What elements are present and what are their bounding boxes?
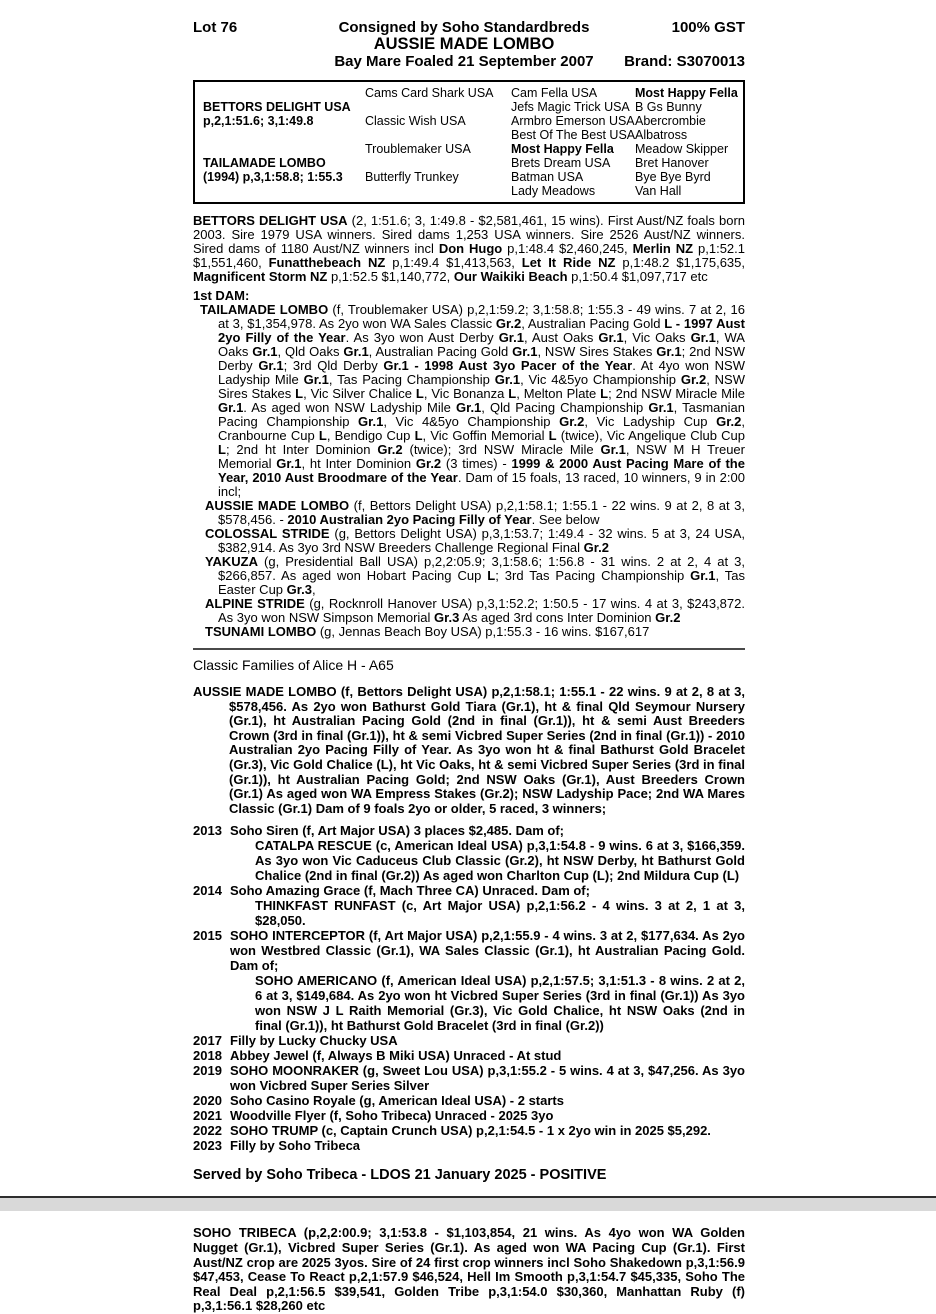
pedigree-gen2-cell: Butterfly Trunkey (365, 170, 459, 184)
foal-year: 2014 (193, 883, 222, 899)
foal-entry: SOHO INTERCEPTOR (f, Art Major USA) p,2,1:55.9 - 4 wins. 3 at 2, $177,634. As 2yo won Westbred Classic (Gr.1), WA Sales Classic (Gr.1), ht Australian Pacing Gold. Dam of; (230, 928, 745, 974)
progeny-entry: TSUNAMI LOMBO (g, Jennas Beach Boy USA) p,1:55.3 - 16 wins. $167,617 (205, 624, 650, 639)
foal-year: 2017 (193, 1033, 222, 1049)
lot-number: Lot 76 (193, 19, 238, 36)
brand-line: Brand: S3070013 (624, 53, 745, 70)
pedigree-gen2-cell: Cams Card Shark USA (365, 86, 494, 100)
progeny-entry: COLOSSAL STRIDE (g, Bettors Delight USA) p,3,1:53.7; 1:49.4 - 32 wins. 5 at 3, 24 USA, $382,914. As 3yo 3rd NSW Breeders Challenge Regional Final Gr.2 (205, 526, 745, 555)
foaled-line: Bay Mare Foaled 21 September 2007 (334, 53, 594, 70)
horse-name: AUSSIE MADE LOMBO (373, 35, 555, 53)
foal-year: 2023 (193, 1138, 222, 1154)
foal-entry: SOHO TRUMP (c, Captain Crunch USA) p,2,1:54.5 - 1 x 2yo win in 2025 $5,292. (230, 1123, 711, 1139)
foal-year-row (193, 1108, 745, 1123)
dam-name: TAILAMADE LOMBO (203, 156, 326, 170)
pedigree-gen3-cell: Batman USA (511, 170, 584, 184)
foal-year: 2020 (193, 1093, 222, 1109)
page-header (193, 19, 745, 70)
foal-year: 2021 (193, 1108, 222, 1124)
foal-year-row (193, 1093, 745, 1108)
pedigree-gen4-cell: Most Happy Fella (635, 86, 738, 100)
foal-year-row (193, 883, 745, 898)
pedigree-gen4-cell: B Gs Bunny (635, 100, 702, 114)
foal-entry: Woodville Flyer (f, Soho Tribeca) Unraced - 2025 3yo (230, 1108, 554, 1124)
grandprogeny-entry: SOHO AMERICANO (f, American Ideal USA) p,2,1:57.5; 3,1:51.3 - 8 wins. 2 at 2, 6 at 3, $149,684. As 2yo won ht Vicbred Super Series (3rd in final (Gr.1)) As 3yo won NSW J L Raith Memorial (Gr.3), Vic Gold Chalice, ht NSW Oaks (2nd in final (Gr.1)), ht Bathurst Gold Bracelet (3rd in final (Gr.2)) (255, 973, 745, 1034)
sire-summary-paragraph: BETTORS DELIGHT USA (2, 1:51.6; 3, 1:49.8 - $2,581,461, 15 wins). First Aust/NZ foals born 2003. Sire 1979 USA winners. Sired dams 1,253 USA winners. Sire 2526 Aust/NZ winners. Sired dams of 1180 Aust/NZ winners incl Don Hugo p,1:48.4 $2,460,245, Merlin NZ p,1:52.1 $1,551,460, Funatthebeach NZ p,1:49.4 $1,413,563, Let It Ride NZ p,1:48.2 $1,175,635, Magnificent Storm NZ p,1:52.5 $1,140,772, Our Waikiki Beach p,1:50.4 $1,097,717 etc (193, 213, 746, 284)
foal-year-row (193, 928, 745, 973)
pedigree-gen3-cell: Jefs Magic Trick USA (511, 100, 630, 114)
foal-year-row (193, 823, 745, 838)
pedigree-dam (203, 156, 365, 184)
foal-year-row (193, 1048, 745, 1063)
foal-entry: SOHO MOONRAKER (g, Sweet Lou USA) p,3,1:55.2 - 5 wins. 4 at 3, $47,256. As 3yo won Vicbred Super Series Silver (230, 1063, 745, 1094)
pedigree-gen3-cell: Lady Meadows (511, 184, 596, 198)
header-right-spacer (617, 36, 745, 53)
pedigree-gen4-cell: Meadow Skipper (635, 142, 729, 156)
pedigree-gen2-cell: Troublemaker USA (365, 142, 471, 156)
pedigree-gen4-cell: Abercrombie (635, 114, 706, 128)
foal-year: 2013 (193, 823, 222, 839)
foal-year-row (193, 1138, 745, 1153)
grandprogeny-entry: CATALPA RESCUE (c, American Ideal USA) p,3,1:54.8 - 9 wins. 6 at 3, $166,359. As 3yo won Vic Caduceus Club Classic (Gr.2), ht NSW Derby, ht Bathurst Gold Chalice (2nd in final (Gr.2)) As aged won Charlton Cup (L); 2nd Mildura Cup (L) (255, 838, 745, 884)
grandprogeny-entry: THINKFAST RUNFAST (c, Art Major USA) p,2,1:56.2 - 4 wins. 3 at 2, 1 at 3, $28,050. (255, 898, 745, 929)
pedigree-gen4-cell: Bye Bye Byrd (635, 170, 711, 184)
pedigree-gen3-cell: Armbro Emerson USA (511, 114, 635, 128)
gst-line: 100% GST (671, 19, 745, 36)
sire-name: BETTORS DELIGHT USA (203, 100, 351, 114)
first-dam-label: 1st DAM: (193, 288, 250, 303)
first-dam-paragraph: TAILAMADE LOMBO (f, Troublemaker USA) p,2,1:59.2; 3,1:58.8; 1:55.3 - 49 wins. 7 at 2, 16 at 3, $1,354,978. As 2yo won WA Sales Classic Gr.2, Australian Pacing Gold L - 1997 Aust 2yo Filly of the Year. As 3yo won Aust Derby Gr.1, Aust Oaks Gr.1, Vic Oaks Gr.1, WA Oaks Gr.1, Qld Oaks Gr.1, Australian Pacing Gold Gr.1, NSW Sires Stakes Gr.1; 2nd NSW Derby Gr.1; 3rd Qld Derby Gr.1 - 1998 Aust 3yo Pacer of the Year. At 4yo won NSW Ladyship Mile Gr.1, Tas Pacing Championship Gr.1, Vic 4&5yo Championship Gr.2, NSW Sires Stakes L, Vic Silver Chalice L, Vic Bonanza L, Melton Plate L; 2nd NSW Miracle Mile Gr.1. As aged won NSW Ladyship Mile Gr.1, Qld Pacing Championship Gr.1, Tasmanian Pacing Championship Gr.1, Vic 4&5yo Championship Gr.2, Vic Ladyship Cup Gr.2, Cranbourne Cup L, Bendigo Cup L, Vic Goffin Memorial L (twice), Vic Angelique Club Cup L; 2nd ht Inter Dominion Gr.2 (twice); 3rd NSW Miracle Mile Gr.1, NSW M H Treuer Memorial Gr.1, ht Inter Dominion Gr.2 (3 times) - 1999 & 2000 Aust Pacing Mare of the Year, 2010 Aust Broodmare of the Year. Dam of 15 foals, 13 raced, 10 winners, 9 in 2:00 incl; (200, 302, 745, 499)
pedigree-gen3-cell: Best Of The Best USA (511, 128, 636, 142)
page-bottom-edge (0, 1196, 936, 1211)
served-by-line: Served by Soho Tribeca - LDOS 21 January 2025 - POSITIVE (193, 1167, 607, 1184)
header-right (617, 19, 745, 70)
foal-year: 2022 (193, 1123, 222, 1139)
foal-year: 2019 (193, 1063, 222, 1079)
progeny-entry: AUSSIE MADE LOMBO (f, Bettors Delight USA) p,2,1:58.1; 1:55.1 - 22 wins. 9 at 2, 8 at 3, $578,456. - 2010 Australian 2yo Pacing Filly of Year. See below (205, 498, 745, 527)
progeny-entry: ALPINE STRIDE (g, Rocknroll Hanover USA) p,3,1:52.2; 1:50.5 - 17 wins. 4 at 3, $243,872. As 3yo won NSW Simpson Memorial Gr.3 As aged 3rd cons Inter Dominion Gr.2 (205, 596, 745, 625)
foal-year-list (193, 823, 745, 1153)
foal-entry: Soho Casino Royale (g, American Ideal USA) - 2 starts (230, 1093, 564, 1109)
foal-year: 2018 (193, 1048, 222, 1064)
pedigree-sire (203, 100, 365, 128)
service-sire-paragraph: SOHO TRIBECA (p,2,2:00.9; 3,1:53.8 - $1,103,854, 21 wins. As 4yo won WA Golden Nugget (Gr.1), Vicbred Super Series (Gr.1). As aged won WA Pacing Cup (Gr.1). First Aust/NZ crop are 2025 3yos. Sire of 24 first crop winners incl Soho Shakedown p,3,1:56.9 $47,453, Cease To React p,2,1:57.9 $46,524, Hell Im Smooth p,3,1:54.7 $45,335, Soho The Real Deal p,2,1:56.5 $39,541, Golden Tribe p,3,1:54.0 $30,360, Manhattan Ruby (f) p,3,1:56.1 $28,260 etc (193, 1225, 745, 1314)
pedigree-gen4-cell: Van Hall (635, 184, 682, 198)
foal-entry: Filly by Soho Tribeca (230, 1138, 361, 1154)
pedigree-gen3-cell: Brets Dream USA (511, 156, 611, 170)
consignor-line: Consigned by Soho Standardbreds (338, 19, 590, 36)
header-center (311, 19, 617, 70)
foal-entry: Soho Amazing Grace (f, Mach Three CA) Unraced. Dam of; (230, 883, 590, 899)
foal-entry: Filly by Lucky Chucky USA (230, 1033, 398, 1049)
pedigree-gen3-cell: Cam Fella USA (511, 86, 598, 100)
pedigree-gen2-cell: Classic Wish USA (365, 114, 466, 128)
pedigree-gen4-cell: Albatross (635, 128, 688, 142)
pedigree-gen4-cell: Bret Hanover (635, 156, 709, 170)
sire-record: p,2,1:51.6; 3,1:49.8 (203, 114, 314, 128)
classic-families-heading: Classic Families of Alice H - A65 (193, 657, 394, 673)
foal-year: 2015 (193, 928, 222, 944)
progeny-entry: YAKUZA (g, Presidential Ball USA) p,2,2:05.9; 3,1:58.6; 1:56.8 - 31 wins. 2 at 2, 4 at 3, $266,857. As aged won Hobart Pacing Cup L; 3rd Tas Pacing Championship Gr.1, Tas Easter Cup Gr.3, (205, 554, 745, 597)
foal-year-row (193, 1123, 745, 1138)
mare-race-record-paragraph: AUSSIE MADE LOMBO (f, Bettors Delight USA) p,2,1:58.1; 1:55.1 - 22 wins. 9 at 2, 8 at 3, $578,456. As 2yo won Bathurst Gold Tiara (Gr.1), ht & final Qld Seymour Nursery (Gr.1), ht Australian Pacing Gold (2nd in final (Gr.1)), ht & semi Aust Breeders Crown (3rd in final (Gr.1)), ht & semi Vicbred Super Series (2nd in final (Gr.1)) - 2010 Australian 2yo Pacing Filly of Year. As 3yo won ht & final Bathurst Gold Bracelet (Gr.3), Vic Gold Chalice (L), ht Vic Oaks, ht & semi Vicbred Super Series (3rd in final (Gr.1)), ht Australian Pacing Gold; 2nd NSW Oaks (Gr.1), Aust Breeders Crown (Gr.1) As aged won WA Empress Stakes (Gr.2); NSW Ladyship Pace; 2nd WA Mares Classic (Gr.1) Dam of 9 foals 2yo or older, 5 raced, 3 winners; (193, 684, 745, 816)
foal-year-row (193, 1063, 745, 1093)
dam-record: (1994) p,3,1:58.8; 1:55.3 (203, 170, 343, 184)
pedigree-table (193, 80, 745, 204)
section-divider (193, 648, 745, 650)
catalog-page (193, 19, 745, 1314)
foal-entry: Soho Siren (f, Art Major USA) 3 places $2,485. Dam of; (230, 823, 564, 839)
foal-year-row (193, 1033, 745, 1048)
pedigree-gen3-cell: Most Happy Fella (511, 142, 614, 156)
foal-entry: Abbey Jewel (f, Always B Miki USA) Unraced - At stud (230, 1048, 562, 1064)
